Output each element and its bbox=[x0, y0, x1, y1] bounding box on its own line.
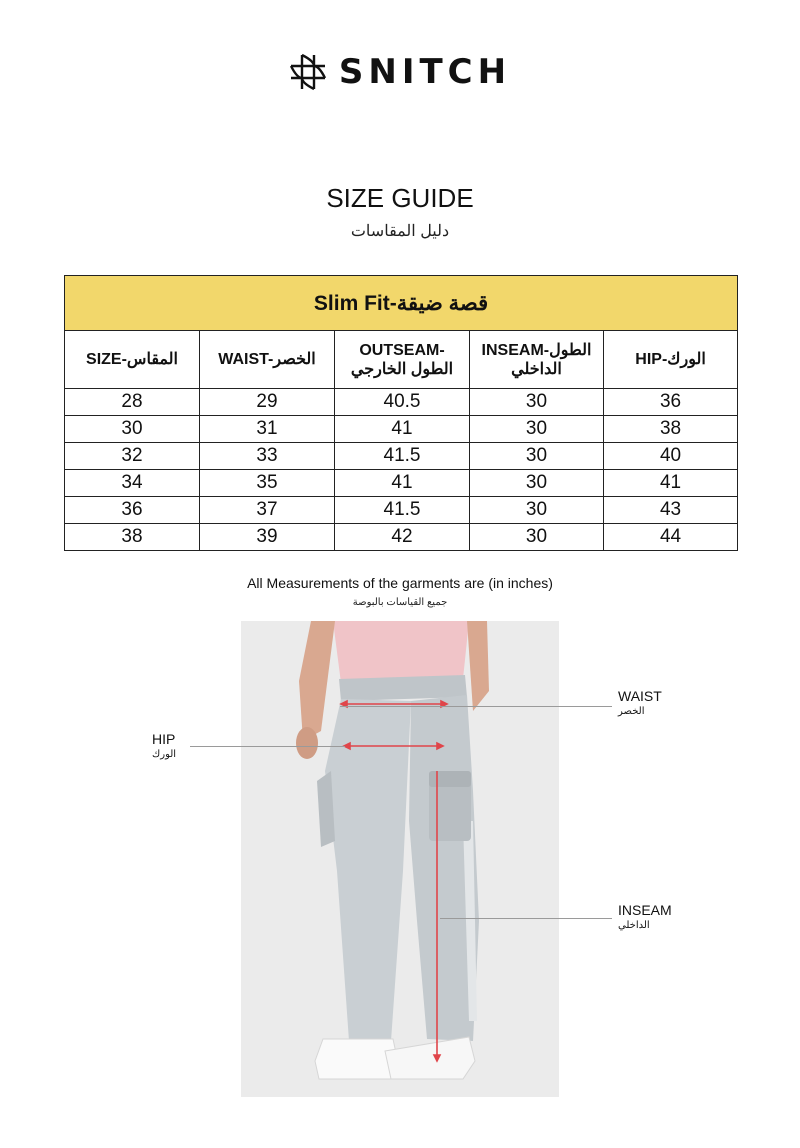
cell-outseam: 41.5 bbox=[335, 497, 470, 524]
cell-waist: 37 bbox=[200, 497, 335, 524]
page-title-arabic: دليل المقاسات bbox=[350, 223, 450, 240]
inseam-leader-line bbox=[440, 918, 612, 919]
table-row bbox=[65, 416, 738, 443]
header-hip bbox=[604, 331, 738, 389]
cell-inseam: 30 bbox=[470, 497, 604, 524]
table-row bbox=[65, 497, 738, 524]
fit-header-row bbox=[65, 276, 738, 331]
hip-label bbox=[152, 731, 176, 760]
cell-waist: 39 bbox=[200, 524, 335, 551]
waist-label bbox=[618, 688, 662, 717]
cell-size: 30 bbox=[65, 416, 200, 443]
header-waist bbox=[200, 331, 335, 389]
brand-logo bbox=[0, 50, 800, 94]
cell-size: 32 bbox=[65, 443, 200, 470]
cell-inseam: 30 bbox=[470, 389, 604, 416]
cell-size: 34 bbox=[65, 470, 200, 497]
waist-label-en: WAIST bbox=[618, 688, 662, 704]
product-photo bbox=[241, 621, 559, 1097]
header-size-label: SIZE-المقاس bbox=[86, 351, 178, 368]
cell-waist: 33 bbox=[200, 443, 335, 470]
table-row bbox=[65, 389, 738, 416]
cell-hip: 43 bbox=[604, 497, 738, 524]
inseam-label bbox=[618, 902, 672, 931]
cell-waist: 35 bbox=[200, 470, 335, 497]
header-outseam-label: OUTSEAM- bbox=[359, 341, 445, 359]
waist-label-ar: الخصر bbox=[618, 706, 645, 717]
header-inseam-label-ar: الداخلي bbox=[511, 360, 562, 378]
cargo-pants-illustration bbox=[241, 621, 559, 1097]
cell-waist: 29 bbox=[200, 389, 335, 416]
header-outseam bbox=[335, 331, 470, 389]
cell-inseam: 30 bbox=[470, 443, 604, 470]
cell-outseam: 41 bbox=[335, 416, 470, 443]
cell-outseam: 40.5 bbox=[335, 389, 470, 416]
cell-outseam: 41.5 bbox=[335, 443, 470, 470]
measurement-note-arabic: جميع القياسات بالبوصة bbox=[352, 597, 448, 608]
header-hip-label: HIP-الورك bbox=[635, 351, 706, 368]
page-title: SIZE GUIDE bbox=[326, 183, 474, 213]
measurement-note: All Measurements of the garments are (in inches) bbox=[247, 575, 553, 591]
column-header-row bbox=[65, 331, 738, 389]
cell-hip: 36 bbox=[604, 389, 738, 416]
cell-inseam: 30 bbox=[470, 524, 604, 551]
cell-outseam: 41 bbox=[335, 470, 470, 497]
brand-name: SNITCH bbox=[338, 52, 512, 92]
header-outseam-label-ar: الطول الخارجي bbox=[350, 360, 454, 378]
header-size bbox=[65, 331, 200, 389]
cell-hip: 38 bbox=[604, 416, 738, 443]
table-row bbox=[65, 524, 738, 551]
header-inseam bbox=[470, 331, 604, 389]
cell-outseam: 42 bbox=[335, 524, 470, 551]
header-inseam-label: INSEAM-الطول bbox=[481, 341, 592, 359]
cell-hip: 41 bbox=[604, 470, 738, 497]
cell-inseam: 30 bbox=[470, 416, 604, 443]
fit-label: Slim Fit-قصة ضيقة bbox=[65, 276, 738, 331]
hip-leader-line bbox=[190, 746, 345, 747]
cell-size: 28 bbox=[65, 389, 200, 416]
cell-size: 38 bbox=[65, 524, 200, 551]
cell-waist: 31 bbox=[200, 416, 335, 443]
table-row bbox=[65, 443, 738, 470]
waist-leader-line bbox=[340, 706, 612, 707]
table-row bbox=[65, 470, 738, 497]
cell-inseam: 30 bbox=[470, 470, 604, 497]
header-waist-label: WAIST-الخصر bbox=[218, 351, 316, 368]
cell-size: 36 bbox=[65, 497, 200, 524]
inseam-label-ar: الداخلي bbox=[618, 920, 650, 931]
size-table bbox=[64, 275, 738, 551]
inseam-label-en: INSEAM bbox=[618, 902, 672, 918]
cell-hip: 44 bbox=[604, 524, 738, 551]
cell-hip: 40 bbox=[604, 443, 738, 470]
hip-label-ar: الورك bbox=[152, 749, 177, 760]
hip-label-en: HIP bbox=[152, 731, 176, 747]
snitch-logo-icon bbox=[289, 53, 327, 91]
